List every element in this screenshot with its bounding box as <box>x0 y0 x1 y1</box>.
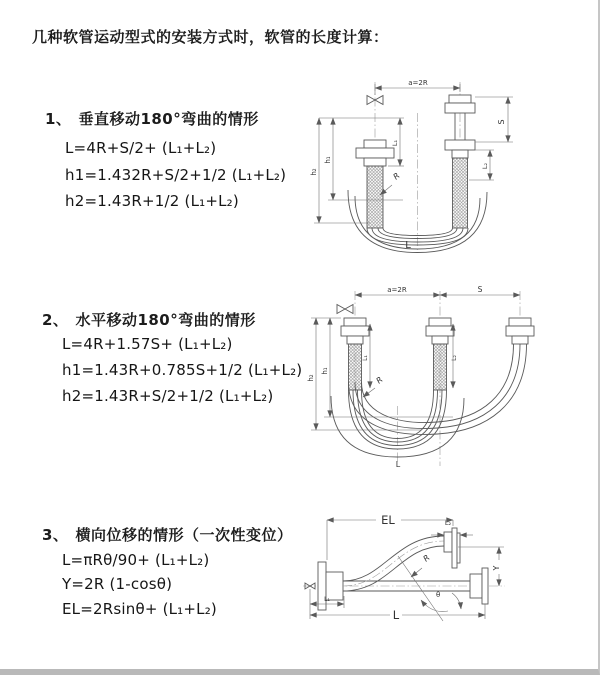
angle-construction <box>398 553 461 621</box>
dim-label-l1: L₁ <box>324 596 330 603</box>
label-radius: R <box>421 553 432 564</box>
section-3-heading <box>42 524 292 545</box>
dim-label-l2: L₂ <box>481 162 489 170</box>
dim-label-l2: L₂ <box>451 355 458 361</box>
label-length: L <box>405 240 411 251</box>
left-fitting <box>356 140 394 228</box>
diagram-vertical-180-bend <box>308 68 570 263</box>
dim-label-a2r: a=2R <box>387 286 407 294</box>
dim-label-l1: L₁ <box>391 139 399 147</box>
section-1-number: 1、 <box>45 110 72 128</box>
dim-label-h2: h₂ <box>307 374 315 382</box>
dim-label-el: EL <box>381 513 395 527</box>
dim-label-l1: L₁ <box>362 355 369 361</box>
label-radius: R <box>391 171 402 182</box>
dim-label-y: Y <box>492 565 501 571</box>
dimensions <box>310 79 513 251</box>
section-1-formula-h2: h2=1.43R+1/2 (L₁+L₂) <box>65 192 239 210</box>
section-2-heading <box>42 309 256 330</box>
section-1-heading <box>45 108 259 129</box>
valve-icon <box>337 305 353 314</box>
section-2-formula-h2: h2=1.43R+S/2+1/2 (L₁+L₂) <box>62 387 274 405</box>
section-2-formula-h1: h1=1.43R+0.785S+1/2 (L₁+L₂) <box>62 361 303 379</box>
section-3-formula-L: L=πRθ/90+ (L₁+L₂) <box>62 551 210 569</box>
braided-hose-section <box>434 344 447 390</box>
dim-label-l2: L₂ <box>444 519 452 527</box>
dim-label-a2r: a=2R <box>408 79 428 87</box>
dim-label-h1: h₁ <box>321 367 329 375</box>
dim-label-s: S <box>497 119 506 125</box>
dim-label-s: S <box>477 285 483 294</box>
braided-hose-section <box>453 158 468 228</box>
diagram-lateral-displacement <box>298 500 600 660</box>
label-theta: θ <box>436 591 441 599</box>
section-2-number: 2、 <box>42 311 69 329</box>
dim-label-h1: h₁ <box>324 156 332 164</box>
diagram-horizontal-180-bend <box>303 278 600 470</box>
middle-fitting <box>426 318 454 390</box>
label-radius: R <box>374 375 385 386</box>
dim-label-h2: h₂ <box>310 168 318 176</box>
section-3-number: 3、 <box>42 526 69 544</box>
section-3-heading-text: 横向位移的情形（一次性变位） <box>75 526 293 544</box>
section-1-heading-text: 垂直移动180°弯曲的情形 <box>78 110 259 128</box>
section-3-formula-Y: Y=2R (1-cosθ) <box>62 575 173 593</box>
label-length: L <box>395 460 401 469</box>
braided-hose-section <box>367 166 383 228</box>
page-title: 几种软管运动型式的安装方式时，软管的长度计算： <box>32 28 389 46</box>
left-fitting <box>341 318 369 390</box>
left-flange <box>318 562 343 610</box>
s-curve-hose-displaced <box>343 528 460 591</box>
dimensions <box>310 513 504 622</box>
right-fitting <box>506 318 534 344</box>
section-1-formula-L: L=4R+S/2+ (L₁+L₂) <box>65 139 217 157</box>
section-1-formula-h1: h1=1.432R+S/2+1/2 (L₁+L₂) <box>65 166 287 184</box>
section-2-heading-text: 水平移动180°弯曲的情形 <box>75 311 256 329</box>
section-2-formula-L: L=4R+1.57S+ (L₁+L₂) <box>62 335 233 353</box>
section-3-formula-EL: EL=2Rsinθ+ (L₁+L₂) <box>62 600 217 618</box>
dim-label-l: L <box>392 608 400 622</box>
